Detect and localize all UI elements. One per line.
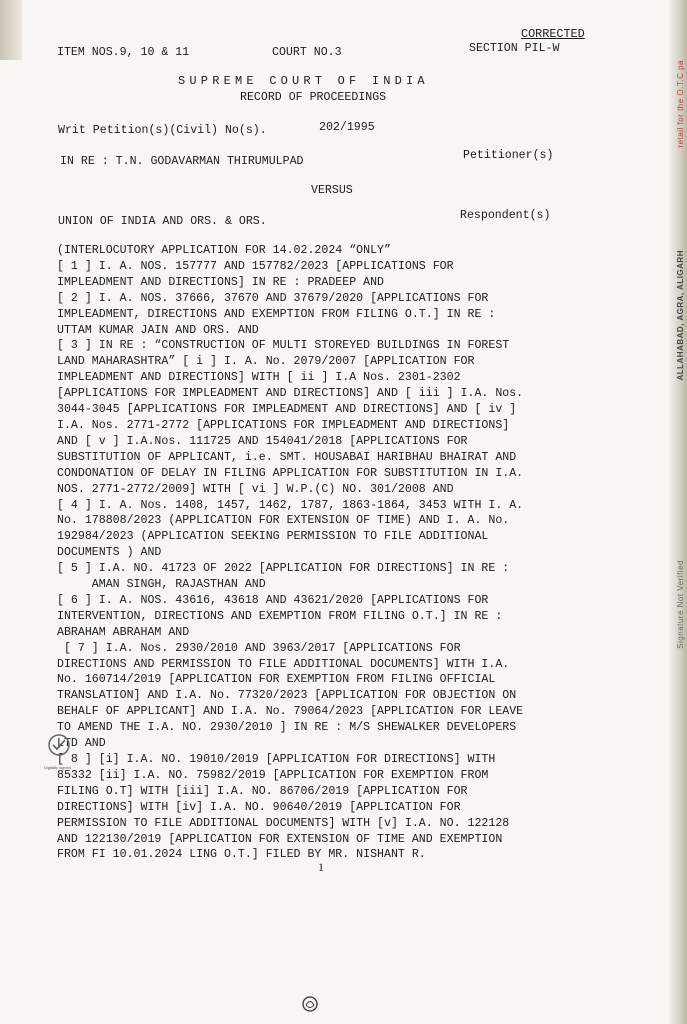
- body-line: [ 7 ] I.A. Nos. 2930/2010 AND 3963/2017 [APPLICATIONS FOR: [57, 641, 461, 655]
- signature-check-icon: [44, 730, 74, 760]
- petition-number: 202/1995: [319, 121, 375, 134]
- right-page-edge: [669, 0, 687, 1024]
- body-line: NOS. 2771-2772/2009] WITH [ vi ] W.P.(C) NO. 301/2008 AND: [57, 482, 454, 496]
- section-label: SECTION PIL-W: [469, 42, 560, 55]
- body-line: IMPLEADMENT, DIRECTIONS AND EXEMPTION FROM FILING O.T.] IN RE :: [57, 307, 496, 321]
- body-line: DOCUMENTS ) AND: [57, 546, 162, 560]
- petition-label: Writ Petition(s)(Civil) No(s).: [58, 124, 267, 137]
- applications-list: [57, 243, 597, 863]
- body-line: AND [ v ] I.A.Nos. 111725 AND 154041/2018 [APPLICATIONS FOR: [57, 434, 468, 448]
- body-line: [ 3 ] IN RE : “CONSTRUCTION OF MULTI STOREYED BUILDINGS IN FOREST: [57, 339, 510, 353]
- versus-label: VERSUS: [311, 184, 353, 197]
- body-line: PERMISSION TO FILE ADDITIONAL DOCUMENTS] WITH [v] I.A. NO. 122128: [57, 816, 510, 830]
- body-line: UTTAM KUMAR JAIN AND ORS. AND: [57, 323, 259, 337]
- body-line: INTERVENTION, DIRECTIONS AND EXEMPTION FROM FILING O.T.] IN RE :: [57, 609, 503, 623]
- corrected-label: CORRECTED: [521, 27, 585, 41]
- body-line: (INTERLOCUTORY APPLICATION FOR 14.02.2024 “ONLY”: [57, 244, 391, 257]
- page-number: 1: [318, 860, 324, 874]
- respondent-name: UNION OF INDIA AND ORS. & ORS.: [58, 215, 267, 228]
- body-line: [ 6 ] I. A. NOS. 43616, 43618 AND 43621/2020 [APPLICATIONS FOR: [57, 593, 489, 607]
- body-line: 85332 [ii] I.A. NO. 75982/2019 [APPLICATION FOR EXEMPTION FROM: [57, 768, 489, 782]
- margin-text-middle: ALLAHABAD, AGRA, ALIGARH: [676, 250, 685, 381]
- margin-text-top: retail for the O.T.C pa: [676, 60, 685, 148]
- margin-text-bottom: Signature Not Verified: [676, 560, 685, 649]
- court-number: COURT NO.3: [272, 46, 342, 59]
- body-line: 3044-3045 [APPLICATIONS FOR IMPLEADMENT AND DIRECTIONS] AND [ iv ]: [57, 403, 517, 417]
- body-line: IMPLEADMENT AND DIRECTIONS] IN RE : PRADEEP AND: [57, 275, 384, 289]
- body-line: TRANSLATION] AND I.A. No. 77320/2023 [APPLICATION FOR OBJECTION ON: [57, 689, 517, 703]
- body-line: 192984/2023 (APPLICATION SEEKING PERMISSION TO FILE ADDITIONAL: [57, 530, 489, 544]
- body-line: No. 178808/2023 (APPLICATION FOR EXTENSION OF TIME) AND I. A. No.: [57, 514, 510, 528]
- body-line: FROM FI 10.01.2024 LING O.T.] FILED BY MR. NISHANT R.: [57, 848, 426, 862]
- body-line: IMPLEADMENT AND DIRECTIONS] WITH [ ii ] I.A Nos. 2301-2302: [57, 371, 461, 385]
- respondent-role: Respondent(s): [460, 209, 551, 222]
- petitioner-name: IN RE : T.N. GODAVARMAN THIRUMULPAD: [60, 155, 304, 168]
- court-title: SUPREME COURT OF INDIA: [178, 74, 429, 88]
- body-line: LTD AND: [57, 737, 106, 751]
- body-line: [ 4 ] I. A. Nos. 1408, 1457, 1462, 1787, 1863-1864, 3453 WITH I. A.: [57, 498, 524, 512]
- body-line: No. 160714/2019 [APPLICATION FOR EXEMPTION FROM FILING OFFICIAL: [57, 673, 496, 687]
- body-line: ABRAHAM ABRAHAM AND: [57, 625, 190, 639]
- body-line: LAND MAHARASHTRA” [ i ] I. A. No. 2079/2007 [APPLICATION FOR: [57, 355, 475, 369]
- body-line: I.A. Nos. 2771-2772 [APPLICATIONS FOR IMPLEADMENT AND DIRECTIONS]: [57, 418, 510, 432]
- item-numbers: ITEM NOS.9, 10 & 11: [57, 46, 190, 59]
- body-line: [ 2 ] I. A. NOS. 37666, 37670 AND 37679/2020 [APPLICATIONS FOR: [57, 291, 489, 305]
- digital-signature-mark: [44, 730, 84, 810]
- body-line: [ 5 ] I.A. NO. 41723 OF 2022 [APPLICATION FOR DIRECTIONS] IN RE :: [57, 562, 510, 576]
- body-line: FILING O.T] WITH [iii] I.A. NO. 86706/2019 [APPLICATION FOR: [57, 784, 468, 798]
- left-page-edge: [0, 0, 22, 60]
- body-line: AND 122130/2019 [APPLICATION FOR EXTENSION OF TIME AND EXEMPTION: [57, 832, 503, 846]
- body-line: TO AMEND THE I.A. NO. 2930/2010 ] IN RE : M/S SHEWALKER DEVELOPERS: [57, 721, 517, 735]
- body-line: CONDONATION OF DELAY IN FILING APPLICATION FOR SUBSTITUTION IN I.A.: [57, 466, 524, 480]
- body-line: BEHALF OF APPLICANT] AND I.A. No. 79064/2023 [APPLICATION FOR LEAVE: [57, 705, 524, 719]
- body-line: [APPLICATIONS FOR IMPLEADMENT AND DIRECTIONS] AND [ iii ] I.A. Nos.: [57, 387, 524, 401]
- page-stamp-icon: [300, 994, 320, 1014]
- body-line: [ 8 ] [i] I.A. NO. 19010/2019 [APPLICATION FOR DIRECTIONS] WITH: [57, 753, 496, 766]
- body-line: [ 1 ] I. A. NOS. 157777 AND 157782/2023 [APPLICATIONS FOR: [57, 259, 454, 273]
- petitioner-role: Petitioner(s): [463, 149, 554, 162]
- signature-label: Digitally signed: [44, 765, 71, 770]
- body-line: DIRECTIONS] WITH [iv] I.A. NO. 90640/2019 [APPLICATION FOR: [57, 800, 461, 814]
- body-line: SUBSTITUTION OF APPLICANT, i.e. SMT. HOUSABAI HARIBHAU BHAIRAT AND: [57, 450, 517, 464]
- body-line: DIRECTIONS AND PERMISSION TO FILE ADDITIONAL DOCUMENTS] WITH I.A.: [57, 657, 510, 671]
- record-subtitle: RECORD OF PROCEEDINGS: [240, 91, 387, 104]
- body-line: AMAN SINGH, RAJASTHAN AND: [57, 578, 266, 592]
